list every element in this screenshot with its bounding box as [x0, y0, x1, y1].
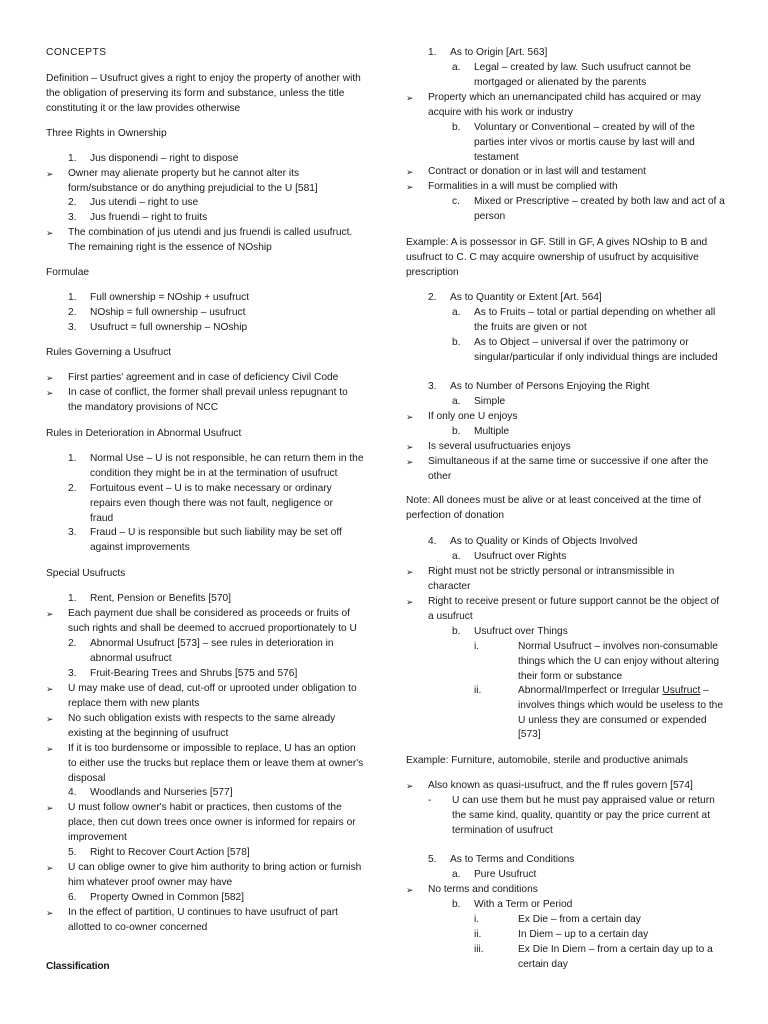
bullet-text: Each payment due shall be considered as proceeds or fruits of such rights and shall be deemed to accrued proportionately to U	[68, 608, 357, 634]
bullet-text: Is several usufructuaries enjoys	[428, 441, 571, 452]
list-item: Fortuitous event – U is to make necessary or ordinary repairs even though there was not fault, negligence or fraud	[90, 483, 333, 524]
bullet-text: Property which an unemancipated child has acquired or may acquire with his work or industry	[428, 92, 701, 118]
list-number: 4.	[428, 536, 437, 547]
bullet-text: In case of conflict, the former shall prevail unless repugnant to the mandatory provisions of NCC	[68, 387, 348, 413]
arrow-bullet-icon: ➢	[46, 388, 54, 398]
bullet-text: U may make use of dead, cut-off or uprooted under obligation to replace them with new plants	[68, 683, 357, 709]
example-paragraph: Example: Furniture, automobile, sterile and productive animals	[406, 755, 688, 766]
arrow-bullet-icon: ➢	[406, 442, 414, 452]
rules-heading: Rules Governing a Usufruct	[46, 347, 172, 358]
classification-heading: Classification	[46, 961, 110, 972]
formulae-heading: Formulae	[46, 267, 90, 278]
arrow-bullet-icon: ➢	[406, 781, 414, 791]
arrow-bullet-icon: ➢	[406, 457, 414, 467]
bullet-text-content: Owner may alienate property but he cannot alter its form/substance or do anything prejudicial to the U [581]	[68, 168, 318, 194]
note-paragraph: Note: All donees must be alive or at least conceived at the time of perfection of donation	[406, 495, 702, 521]
list-item: Usufruct = full ownership – NOship	[90, 322, 248, 333]
list-item: Voluntary or Conventional – created by will of the parties inter vivos or mortis cause by last will and testament	[474, 122, 695, 163]
bullet-text: Formalities in a will must be complied with	[428, 181, 618, 192]
list-number: 3.	[68, 527, 77, 538]
list-number: 2.	[68, 638, 77, 649]
list-item-text: – involves things which would be useless to the U unless they are consumed or expended [573]	[518, 685, 723, 741]
bullet-text: If only one U enjoys	[428, 411, 518, 422]
arrow-bullet-icon: ➢	[406, 567, 414, 577]
list-letter: a.	[452, 396, 461, 407]
list-item: Usufruct over Rights	[474, 551, 567, 562]
list-item: NOship = full ownership – usufruct	[90, 307, 246, 318]
list-item: As to Origin [Art. 563]	[450, 47, 548, 58]
list-item: Jus fruendi – right to fruits	[90, 212, 208, 223]
bullet-text: Right to receive present or future support cannot be the object of a usufruct	[428, 596, 720, 622]
list-number: 1.	[68, 593, 77, 604]
underlined-word: Usufruct	[662, 685, 701, 696]
arrow-bullet-icon: ➢	[406, 412, 414, 422]
bullet-text: The combination of jus utendi and jus fruendi is called usufruct. The remaining right is the essence of NOship	[68, 227, 353, 253]
arrow-bullet-icon: ➢	[46, 684, 54, 694]
list-item: Abnormal Usufruct [573] – see rules in deterioration in abnormal usufruct	[90, 638, 334, 664]
list-number: 2.	[68, 307, 77, 318]
list-item: Legal – created by law. Such usufruct cannot be mortgaged or alienated by the parents	[474, 62, 691, 88]
arrow-bullet-icon: ➢	[46, 908, 54, 918]
arrow-bullet-icon: ➢	[46, 169, 54, 179]
list-number: 3.	[428, 381, 437, 392]
list-item: As to Quantity or Extent [Art. 564]	[450, 292, 602, 303]
list-item: Fraud – U is responsible but such liability may be set off against improvements	[90, 527, 342, 553]
list-letter: a.	[452, 62, 461, 73]
special-usufructs-heading: Special Usufructs	[46, 568, 126, 579]
concepts-heading: CONCEPTS	[46, 47, 107, 58]
dash-marker: -	[428, 795, 432, 806]
list-item: Mixed or Prescriptive – created by both law and act of a person	[474, 196, 725, 222]
list-number: 6.	[68, 892, 77, 903]
arrow-bullet-icon: ➢	[406, 167, 414, 177]
list-number: 4.	[68, 787, 77, 798]
list-item: In Diem – up to a certain day	[518, 929, 649, 940]
list-item: Rent, Pension or Benefits [570]	[90, 593, 232, 604]
list-item: Fruit-Bearing Trees and Shrubs [575 and 576]	[90, 668, 298, 679]
three-rights-heading: Three Rights in Ownership	[46, 128, 167, 139]
deterioration-heading: Rules in Deterioration in Abnormal Usufruct	[46, 428, 242, 439]
arrow-bullet-icon: ➢	[46, 609, 54, 619]
arrow-bullet-icon: ➢	[46, 863, 54, 873]
list-roman: iii.	[474, 944, 484, 955]
arrow-bullet-icon: ➢	[46, 714, 54, 724]
list-roman: ii.	[474, 685, 482, 696]
list-roman: i.	[474, 914, 480, 925]
list-number: 3.	[68, 322, 77, 333]
bullet-text: In the effect of partition, U continues to have usufruct of part allotted to co-owner concerned	[68, 907, 338, 933]
arrow-bullet-icon: ➢	[46, 744, 54, 754]
bullet-text: Contract or donation or in last will and testament	[428, 166, 647, 177]
arrow-bullet-icon: ➢	[46, 373, 54, 383]
list-item	[518, 684, 728, 743]
list-item: With a Term or Period	[474, 899, 573, 910]
list-item: Jus disponendi – right to dispose	[90, 153, 239, 164]
list-number: 2.	[428, 292, 437, 303]
bullet-text: No such obligation exists with respects to the same already existing at the beginning of usufruct	[68, 713, 336, 739]
bullet-text: No terms and conditions	[428, 884, 538, 895]
list-item: Property Owned in Common [582]	[90, 892, 245, 903]
arrow-bullet-icon: ➢	[406, 182, 414, 192]
list-number: 1.	[68, 453, 77, 464]
list-letter: b.	[452, 626, 461, 637]
bullet-text: Also known as quasi-usufruct, and the ff rules govern [574]	[428, 780, 693, 791]
list-number: 2.	[68, 483, 77, 494]
list-item: Jus utendi – right to use	[90, 197, 199, 208]
list-item: Full ownership = NOship + usufruct	[90, 292, 250, 303]
list-item: Multiple	[474, 426, 510, 437]
list-number: 2.	[68, 197, 77, 208]
list-number: 5.	[428, 854, 437, 865]
arrow-bullet-icon: ➢	[46, 803, 54, 813]
bullet-text: U can oblige owner to give him authority to bring action or furnish him whatever proof owner may have	[68, 862, 362, 888]
list-letter: a.	[452, 869, 461, 880]
bullet-text: Simultaneous if at the same time or successive if one after the other	[428, 456, 709, 482]
dash-text: U can use them but he must pay appraised value or return the same kind, quality, quantity or pay the price current at termination of usufruct	[452, 795, 715, 836]
list-letter: a.	[452, 551, 461, 562]
arrow-bullet-icon: ➢	[46, 228, 54, 238]
list-item: As to Quality or Kinds of Objects Involved	[450, 536, 638, 547]
list-item: Simple	[474, 396, 506, 407]
list-item: As to Number of Persons Enjoying the Right	[450, 381, 650, 392]
bullet-text: First parties' agreement and in case of deficiency Civil Code	[68, 372, 339, 383]
arrow-bullet-icon: ➢	[406, 885, 414, 895]
list-number: 1.	[68, 292, 77, 303]
list-letter: b.	[452, 337, 461, 348]
example-paragraph: Example: A is possessor in GF. Still in GF, A gives NOship to B and usufruct to C. C may acquire ownership of usufruct by acquisitive prescription	[406, 237, 708, 278]
list-letter: a.	[452, 307, 461, 318]
bullet-text: Right must not be strictly personal or intransmissible in character	[428, 566, 675, 592]
arrow-bullet-icon: ➢	[406, 93, 414, 103]
list-item: Ex Die In Diem – from a certain day up to a certain day	[518, 944, 713, 970]
list-roman: ii.	[474, 929, 482, 940]
list-item: As to Object – universal if over the patrimony or singular/particular if only individual things are included	[474, 337, 718, 363]
list-item: As to Fruits – total or partial depending on whether all the fruits are given or not	[474, 307, 716, 333]
list-item: Woodlands and Nurseries [577]	[90, 787, 233, 798]
list-item: Normal Usufruct – involves non-consumable things which the U can enjoy without altering their form or substance	[518, 641, 720, 682]
list-item: Normal Use – U is not responsible, he can return them in the condition they might be in at the termination of usufruct	[90, 453, 364, 479]
arrow-bullet-icon: ➢	[406, 597, 414, 607]
list-item: Pure Usufruct	[474, 869, 537, 880]
list-item: Usufruct over Things	[474, 626, 568, 637]
list-letter: c.	[452, 196, 460, 207]
list-number: 5.	[68, 847, 77, 858]
list-letter: b.	[452, 899, 461, 910]
list-item: Right to Recover Court Action [578]	[90, 847, 250, 858]
list-item: Ex Die – from a certain day	[518, 914, 641, 925]
list-item: As to Terms and Conditions	[450, 854, 575, 865]
list-item-text: Abnormal/Imperfect or Irregular	[518, 685, 663, 696]
list-number: 1.	[68, 153, 77, 164]
bullet-text: U must follow owner's habit or practices, then customs of the place, then cut down trees once owner is informed for repairs or improvement	[68, 802, 356, 843]
list-number: 3.	[68, 212, 77, 223]
bullet-text: If it is too burdensome or impossible to replace, U has an option to either use the trucks but replace them or leave them at owner's disposal	[68, 743, 364, 784]
list-number: 3.	[68, 668, 77, 679]
list-roman: i.	[474, 641, 480, 652]
list-letter: b.	[452, 426, 461, 437]
bullet-text	[68, 167, 348, 197]
list-number: 1.	[428, 47, 437, 58]
definition-paragraph: Definition – Usufruct gives a right to enjoy the property of another with the obligation of preserving its form and substance, unless the title constituting it or the law provides otherwise	[46, 73, 361, 114]
list-letter: b.	[452, 122, 461, 133]
